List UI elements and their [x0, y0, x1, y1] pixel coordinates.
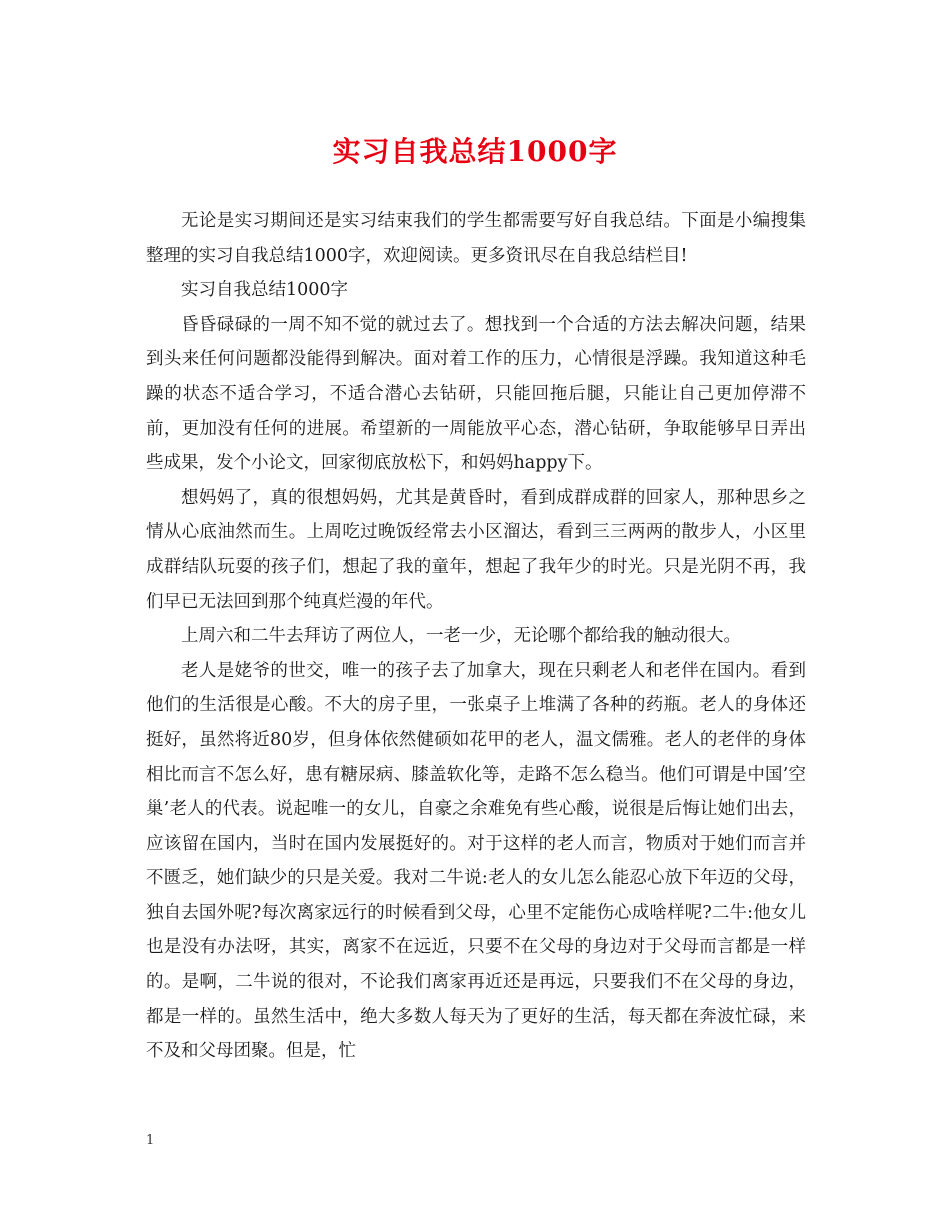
body-paragraph: 昏昏碌碌的一周不知不觉的就过去了。想找到一个合适的方法去解决问题，结果到头来任何问题都没能得到解决。面对着工作的压力，心情很是浮躁。我知道这种毛躁的状态不适合学习，不适合潜心去钻研，只能回拖后腿，只能让自己更加停滞不前，更加没有任何的进展。希望新的一周能放平心态，潜心钻研，争取能够早日弄出些成果，发个小论文，回家彻底放松下，和妈妈happy下。: [146, 314, 806, 474]
intro-paragraph: 无论是实习期间还是实习结束我们的学生都需要写好自我总结。下面是小编搜集整理的实习自我总结1000字，欢迎阅读。更多资讯尽在自我总结栏目!: [146, 211, 806, 266]
document-title: 实习自我总结1000字: [332, 135, 618, 168]
section-heading: 实习自我总结1000字: [181, 280, 349, 301]
body-paragraph: 老人是姥爷的世交，唯一的孩子去了加拿大，现在只剩老人和老伴在国内。看到他们的生活很是心酸。不大的房子里，一张桌子上堆满了各种的药瓶。老人的身体还挺好，虽然将近80岁，但身体依然健硕如花甲的老人，温文儒雅。老人的老伴的身体相比而言不怎么好，患有糖尿病、膝盖软化等，走路不怎么稳当。他们可谓是中国’空巢’老人的代表。说起唯一的女儿，自豪之余难免有些心酸，说很是后悔让她们出去，应该留在国内，当时在国内发展挺好的。对于这样的老人而言，物质对于她们而言并不匮乏，她们缺少的只是关爱。我对二牛说:老人的女儿怎么能忍心放下年迈的父母，独自去国外呢?每次离家远行的时候看到父母，心里不定能伤心成啥样呢?二牛:他女儿也是没有办法呀，其实，离家不在远近，只要不在父母的身边对于父母而言都是一样的。是啊，二牛说的很对，不论我们离家再近还是再远，只要我们不在父母的身边，都是一样的。虽然生活中，绝大多数人每天为了更好的生活，每天都在奔波忙碌，来不及和父母团聚。但是，忙: [146, 660, 806, 1062]
body-paragraph: 想妈妈了，真的很想妈妈，尤其是黄昏时，看到成群成群的回家人，那种思乡之情从心底油然而生。上周吃过晚饭经常去小区溜达，看到三三两两的散步人，小区里成群结队玩耍的孩子们，想起了我的童年，想起了我年少的时光。只是光阴不再，我们早已无法回到那个纯真烂漫的年代。: [146, 487, 806, 612]
document-body: [146, 204, 806, 1069]
page-number: 1: [146, 1133, 155, 1148]
body-paragraph: 上周六和二牛去拜访了两位人，一老一少，无论哪个都给我的触动很大。: [181, 626, 741, 647]
